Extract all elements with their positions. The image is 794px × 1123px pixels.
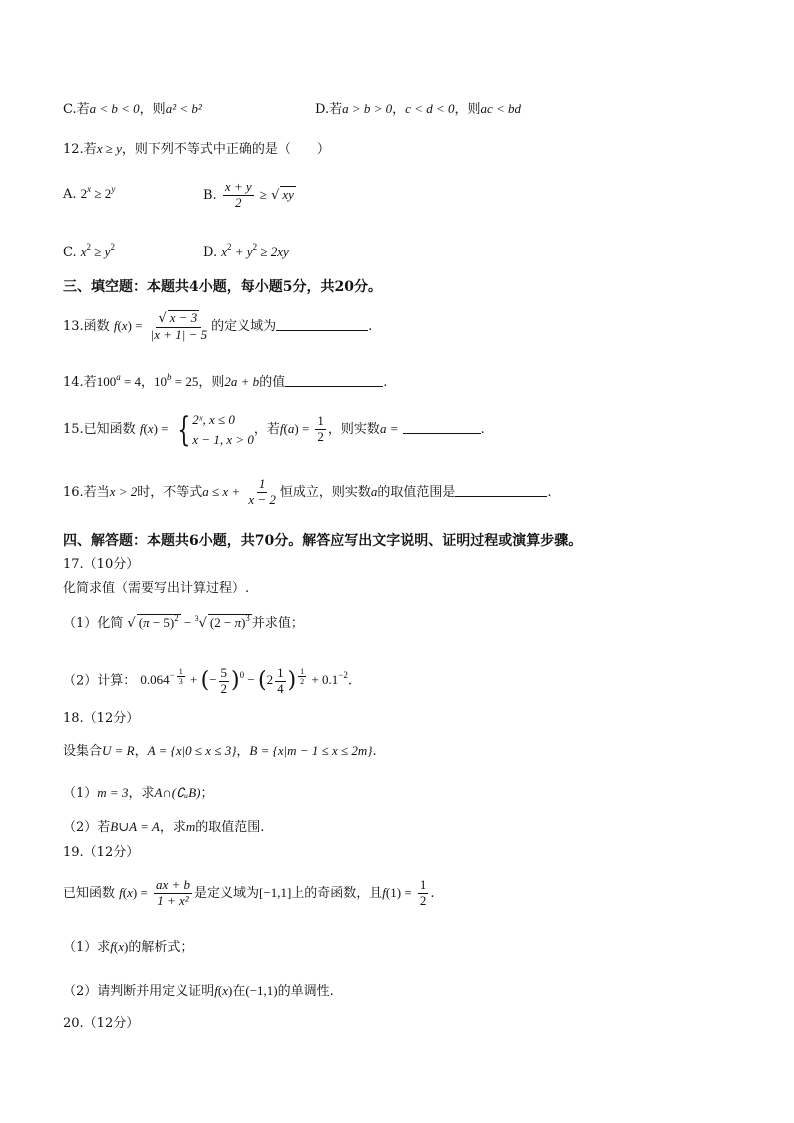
text: 13.函数 — [63, 318, 110, 334]
fraction — [246, 477, 278, 508]
text: 的取值范围是 — [377, 484, 456, 500]
q17-part1 — [63, 614, 304, 632]
math-expr: A∩(∁ᵤB) — [154, 785, 201, 800]
section-heading: 三、填空题：本题共4小题，每小题5分，共20分。 — [63, 279, 382, 295]
option-label: C.若 — [63, 102, 90, 117]
text: 并求值； — [251, 616, 304, 631]
math-expr: $x^2 + y^2 \ge 2xy$ — [221, 242, 289, 259]
math-expr: $2^x \ge 2^y$ — [80, 184, 116, 201]
text: 的取值范围. — [195, 820, 265, 835]
q12-option-c — [63, 244, 115, 261]
q12-option-d — [203, 244, 289, 261]
math-cond: a > b > 0 — [342, 101, 393, 116]
math-cond: B∪A = A — [110, 819, 160, 834]
math-expr: U = R — [102, 743, 135, 758]
math-result: a² < b² — [165, 101, 202, 116]
text: ，若 — [253, 422, 280, 437]
q18-part2 — [63, 819, 264, 836]
text: 在 — [232, 984, 246, 999]
option-label: A. — [63, 187, 77, 202]
math-var: a = — [379, 421, 399, 436]
fraction: $\frac{1}{2}$ — [317, 413, 324, 444]
text: . — [430, 885, 435, 901]
text: （2）若 — [63, 820, 111, 835]
option-label: D.若 — [315, 102, 343, 117]
math-interval: [−1,1] — [259, 884, 292, 900]
math-expr: √ $(\pi - 5)^2 - ^3√$ $(2 - \pi)^3$ — [127, 613, 250, 631]
fraction: $\frac{√ x - 3}{|x + 1| - 5}$ — [150, 310, 208, 342]
text: ，则下列不等式中正确的是（ ） — [121, 142, 330, 157]
denominator: x − 2 — [248, 491, 276, 507]
text: ，则 — [454, 102, 481, 117]
text: （1） — [63, 786, 98, 801]
q11-option-c — [63, 101, 202, 118]
denominator: 2 — [234, 194, 242, 210]
answer-blank[interactable] — [455, 484, 547, 497]
text: ，求 — [128, 786, 155, 801]
q12-stem — [63, 141, 330, 158]
text: 时，不等式 — [137, 484, 203, 500]
q17-part2 — [63, 666, 352, 697]
math-expr: B = {x|m − 1 ≤ x ≤ 2m} — [249, 743, 373, 758]
math-interval: (−1,1) — [245, 983, 278, 998]
text: . — [383, 375, 388, 390]
text: 设集合 — [63, 744, 103, 759]
denominator: |x + 1| − 5 — [150, 326, 208, 342]
numerator: x + y — [224, 179, 252, 194]
text: ，则 — [139, 102, 166, 117]
text: 恒成立，则实数 — [279, 484, 371, 500]
text: 的值 — [259, 375, 286, 390]
option-label: B. — [203, 187, 217, 203]
q11-option-d — [315, 101, 521, 118]
q12-option-a — [63, 186, 115, 203]
math-expr: $0.064^{- \frac{1}{3}}$ + (− $\frac{5}{2}$ )$^0$ − (2 $\frac{1}{4}$ ) $^{\frac{1}{2}}$ + $0.1^{-2}$ — [140, 665, 348, 696]
text: . — [347, 673, 352, 689]
text: . — [480, 422, 485, 437]
text: （2）计算： — [63, 673, 137, 689]
answer-blank[interactable] — [403, 421, 481, 434]
text: 上的奇函数，且 — [291, 885, 383, 901]
text: 15.已知函数 — [63, 422, 136, 437]
fraction — [223, 180, 254, 211]
text: . — [368, 318, 373, 334]
text: ， — [141, 375, 155, 390]
math-cond: x > 2 — [109, 483, 138, 499]
math-expr: A = {x|0 ≤ x ≤ 3} — [147, 743, 237, 758]
q12-option-b: B. $\frac{x + y}{2}$ ≥ √ xy — [203, 179, 294, 210]
numerator: 1 — [419, 877, 427, 892]
math-cond: c < d < 0 — [405, 101, 455, 116]
q19-part1: （1）求f(x)的解析式； — [63, 939, 194, 955]
math-var: m — [185, 819, 196, 834]
q17-intro: 化简求值（需要写出计算过程）. — [63, 581, 250, 596]
denominator: 1 + x² — [157, 892, 189, 908]
option-label: D. — [203, 245, 218, 260]
text: 12.若 — [63, 142, 97, 157]
text: 是定义域为 — [194, 885, 260, 901]
q19-part2: （2）请判断并用定义证明f(x)在(−1,1)的单调性. — [63, 983, 334, 999]
q19-header: 19.（12分） — [63, 845, 140, 860]
text: ， — [392, 102, 406, 117]
denominator: 2 — [419, 892, 427, 908]
case: 2ˣ, x ≤ 0 — [192, 412, 235, 427]
text: （1）求 — [63, 940, 111, 955]
numerator: 1 — [258, 476, 266, 491]
q19-stem: 已知函数 f(x) = $\frac{ax + b}{\text{1 + x²}}$ 是定义域为[−1,1]上的奇函数，且f(1) = $\frac{1}{2}$ . — [63, 877, 435, 908]
math-expr: 2a + b — [224, 374, 260, 389]
piecewise-function: { 2ˣ, x ≤ 0 x − 1, x > 0 — [176, 409, 254, 450]
answer-blank[interactable] — [276, 318, 368, 331]
text: ，则 — [198, 375, 225, 390]
math-expr: a ≤ x + — [202, 483, 241, 499]
text: ，则实数 — [327, 422, 380, 437]
text: 的定义域为 — [211, 318, 277, 334]
q18-stem — [63, 743, 377, 760]
option-label: C. — [63, 245, 77, 260]
q20-header: 20.（12分） — [63, 1016, 140, 1031]
text: ， — [236, 744, 250, 759]
text: 14.若 — [63, 375, 97, 390]
math-expr: $x^2 \ge y^2$ — [80, 242, 115, 259]
q14: 14.若$100^a = 4$，$10^b = 25$，则2a + b的值 . — [63, 372, 388, 390]
radicand: xy — [282, 186, 294, 202]
text: （2）请判断并用定义证明 — [63, 984, 215, 999]
math-result: ac < bd — [480, 101, 522, 116]
text: 16.若当 — [63, 484, 110, 500]
case: x − 1, x > 0 — [192, 431, 254, 447]
numerator: ax + b — [155, 877, 191, 892]
text: ，求 — [159, 820, 186, 835]
radicand: x − 3 — [169, 310, 198, 325]
math-cond: x ≥ y — [96, 141, 122, 156]
text: 的单调性. — [277, 984, 334, 999]
text: （1）化简 — [63, 616, 124, 631]
q15: 15.已知函数 f(x) = { 2ˣ, x ≤ 0 x − 1, x > 0 ，若f(a) = $\frac{1}{2}$ ，则实数a = . — [63, 409, 485, 450]
fraction — [154, 878, 192, 909]
text: 已知函数 — [63, 885, 116, 901]
math-cond: m = 3 — [97, 785, 129, 800]
text: 的解析式； — [128, 940, 194, 955]
q13: 13.函数 f(x) = $\frac{√ x - 3}{|x + 1| - 5}$ 的定义域为 . — [63, 310, 373, 342]
fraction — [418, 878, 429, 909]
q17-header: 17.（10分） — [63, 557, 140, 572]
answer-blank[interactable] — [285, 374, 383, 387]
text: ； — [200, 786, 214, 801]
q16 — [63, 477, 552, 508]
text: . — [547, 484, 552, 500]
q18-part1 — [63, 785, 214, 802]
text: . — [372, 744, 377, 759]
text: ， — [134, 744, 148, 759]
math-cond: a < b < 0 — [89, 101, 140, 116]
section-heading: 四、解答题：本题共6小题，共70分。解答应写出文字说明、证明过程或演算步骤。 — [63, 533, 583, 549]
q18-header: 18.（12分） — [63, 711, 140, 726]
math-var: a — [370, 483, 378, 499]
